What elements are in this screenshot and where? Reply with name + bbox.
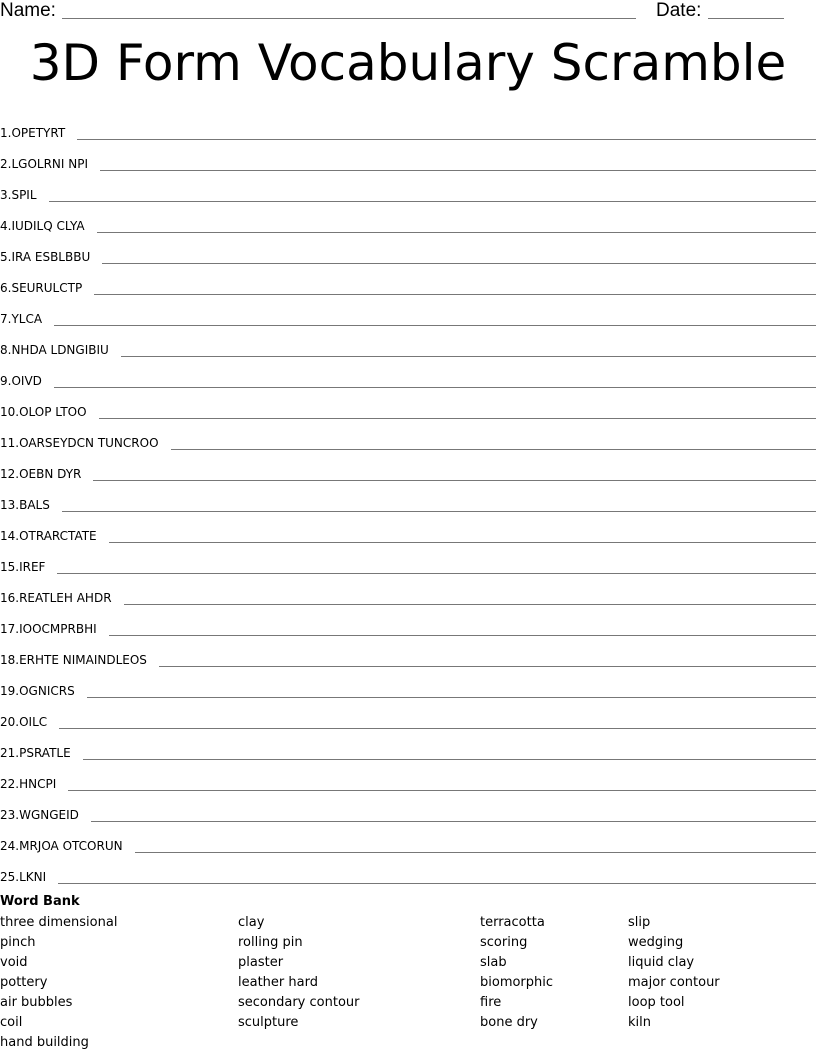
word-bank-item: loop tool — [628, 995, 685, 1010]
scrambled-word: MRJOA OTCORUN — [19, 839, 123, 853]
item-number: 10. — [0, 405, 20, 419]
scrambled-word: OTRARCTATE — [19, 529, 97, 543]
scramble-item — [0, 171, 816, 202]
answer-line[interactable] — [62, 510, 816, 512]
scrambled-word: SPIL — [11, 188, 37, 202]
item-number: 16. — [0, 591, 20, 605]
word-bank-item: three dimensional — [0, 915, 118, 930]
scramble-item — [0, 326, 816, 357]
item-number: 1. — [0, 126, 12, 140]
answer-line[interactable] — [93, 479, 816, 481]
item-number: 11. — [0, 436, 20, 450]
scramble-item — [0, 233, 816, 264]
answer-line[interactable] — [91, 820, 816, 822]
answer-line[interactable] — [68, 789, 816, 791]
answer-line[interactable] — [57, 572, 816, 574]
answer-line[interactable] — [109, 634, 816, 636]
scrambled-word: IUDILQ CLYA — [11, 219, 85, 233]
scramble-item — [0, 357, 816, 388]
scramble-item — [0, 202, 816, 233]
scrambled-word: BALS — [19, 498, 50, 512]
answer-line[interactable] — [54, 386, 816, 388]
word-bank-item: sculpture — [238, 1015, 299, 1030]
scrambled-word: OARSEYDCN TUNCROO — [19, 436, 159, 450]
worksheet-title: 3D Form Vocabulary Scramble — [29, 34, 787, 92]
answer-line[interactable] — [99, 417, 816, 419]
scramble-item — [0, 729, 816, 760]
answer-line[interactable] — [159, 665, 816, 667]
scrambled-word: LGOLRNI NPI — [11, 157, 88, 171]
answer-line[interactable] — [49, 200, 816, 202]
answer-line[interactable] — [100, 169, 816, 171]
scramble-item — [0, 698, 816, 729]
item-number: 17. — [0, 622, 20, 636]
answer-line[interactable] — [59, 727, 816, 729]
word-bank-item: scoring — [480, 935, 528, 950]
word-bank-item: terracotta — [480, 915, 545, 930]
scrambled-word: LKNI — [19, 870, 47, 884]
word-bank-column-1 — [0, 914, 117, 1054]
scrambled-word: OIVD — [11, 374, 42, 388]
item-number: 9. — [0, 374, 12, 388]
scramble-item — [0, 822, 816, 853]
scrambled-word: OEBN DYR — [19, 467, 82, 481]
name-field[interactable] — [62, 18, 636, 19]
word-bank-item: hand building — [0, 1035, 89, 1050]
word-bank-item: wedging — [628, 935, 684, 950]
name-label: Name: — [0, 0, 56, 21]
word-bank-item: coil — [0, 1015, 23, 1030]
scrambled-word: PSRATLE — [19, 746, 71, 760]
word-bank-item: major contour — [628, 975, 720, 990]
word-bank-item: pinch — [0, 935, 36, 950]
scrambled-word: HNCPI — [19, 777, 57, 791]
scramble-item — [0, 264, 816, 295]
scramble-item — [0, 853, 816, 884]
word-bank-item: rolling pin — [238, 935, 303, 950]
word-bank-item: pottery — [0, 975, 48, 990]
answer-line[interactable] — [102, 262, 816, 264]
scramble-list — [0, 109, 816, 884]
word-bank-item: fire — [480, 995, 502, 1010]
scrambled-word: SEURULCTP — [11, 281, 83, 295]
word-bank-title: Word Bank — [0, 894, 80, 909]
scrambled-word: OGNICRS — [19, 684, 75, 698]
scramble-item — [0, 450, 816, 481]
item-number: 4. — [0, 219, 12, 233]
scramble-item — [0, 636, 816, 667]
scramble-item — [0, 605, 816, 636]
scrambled-word: REATLEH AHDR — [19, 591, 112, 605]
answer-line[interactable] — [171, 448, 816, 450]
word-bank-column-4 — [628, 914, 720, 1034]
scrambled-word: WGNGEID — [19, 808, 79, 822]
scramble-item — [0, 481, 816, 512]
word-bank-item: clay — [238, 915, 265, 930]
scrambled-word: YLCA — [11, 312, 43, 326]
word-bank-item: plaster — [238, 955, 284, 970]
word-bank-item: void — [0, 955, 28, 970]
item-number: 2. — [0, 157, 12, 171]
word-bank-item: slip — [628, 915, 651, 930]
word-bank-item: air bubbles — [0, 995, 73, 1010]
item-number: 13. — [0, 498, 20, 512]
scramble-item — [0, 543, 816, 574]
item-number: 14. — [0, 529, 20, 543]
scramble-item — [0, 791, 816, 822]
answer-line[interactable] — [97, 231, 816, 233]
answer-line[interactable] — [83, 758, 816, 760]
name-date-header — [0, 0, 816, 24]
item-number: 8. — [0, 343, 12, 357]
scrambled-word: OLOP LTOO — [19, 405, 87, 419]
item-number: 5. — [0, 250, 12, 264]
scramble-item — [0, 388, 816, 419]
answer-line[interactable] — [109, 541, 816, 543]
answer-line[interactable] — [121, 355, 816, 357]
scrambled-word: OILC — [19, 715, 48, 729]
item-number: 25. — [0, 870, 20, 884]
answer-line[interactable] — [135, 851, 816, 853]
item-number: 12. — [0, 467, 20, 481]
item-number: 6. — [0, 281, 12, 295]
scrambled-word: IOOCMPRBHI — [19, 622, 97, 636]
scrambled-word: OPETYRT — [11, 126, 66, 140]
word-bank-column-3 — [480, 914, 553, 1034]
item-number: 15. — [0, 560, 20, 574]
answer-line[interactable] — [124, 603, 816, 605]
answer-line[interactable] — [58, 882, 816, 884]
answer-line[interactable] — [87, 696, 816, 698]
answer-line[interactable] — [94, 293, 816, 295]
scramble-item — [0, 574, 816, 605]
scramble-item — [0, 667, 816, 698]
word-bank-item: biomorphic — [480, 975, 554, 990]
word-bank-item: liquid clay — [628, 955, 695, 970]
answer-line[interactable] — [77, 138, 816, 140]
answer-line[interactable] — [54, 324, 816, 326]
scrambled-word: IREF — [19, 560, 46, 574]
item-number: 23. — [0, 808, 20, 822]
item-number: 19. — [0, 684, 20, 698]
word-bank-item: slab — [480, 955, 507, 970]
date-label: Date: — [656, 0, 702, 21]
item-number: 21. — [0, 746, 20, 760]
scramble-item — [0, 512, 816, 543]
word-bank-item: secondary contour — [238, 995, 360, 1010]
item-number: 18. — [0, 653, 20, 667]
scramble-item — [0, 760, 816, 791]
scrambled-word: NHDA LDNGIBIU — [11, 343, 109, 357]
scrambled-word: IRA ESBLBBU — [11, 250, 91, 264]
date-field[interactable] — [708, 18, 784, 19]
item-number: 7. — [0, 312, 12, 326]
item-number: 3. — [0, 188, 12, 202]
scrambled-word: ERHTE NIMAINDLEOS — [19, 653, 147, 667]
word-bank-item: kiln — [628, 1015, 651, 1030]
word-bank-item: bone dry — [480, 1015, 538, 1030]
word-bank-item: leather hard — [238, 975, 318, 990]
item-number: 24. — [0, 839, 20, 853]
scramble-item — [0, 419, 816, 450]
scramble-item — [0, 109, 816, 140]
item-number: 22. — [0, 777, 20, 791]
item-number: 20. — [0, 715, 20, 729]
word-bank-column-2 — [238, 914, 359, 1034]
scramble-item — [0, 140, 816, 171]
scramble-item — [0, 295, 816, 326]
